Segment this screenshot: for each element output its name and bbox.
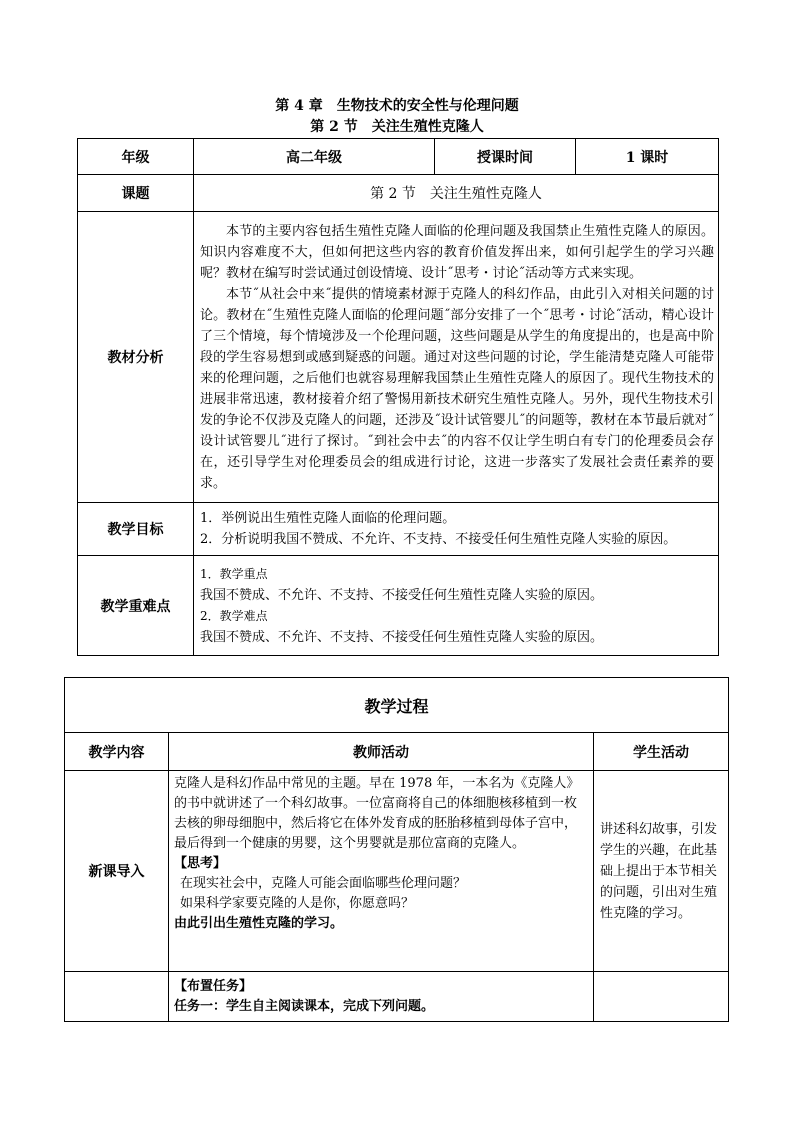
- analysis-paragraph-1: 本节的主要内容包括生殖性克隆人面临的伦理问题及我国禁止生殖性克隆人的原因。知识内容难度不大，但如何把这些内容的教育价值发挥出来，如何引起学生的学习兴趣呢？教材在编写时尝试通过创设情境、设计˝思考・讨论˝活动等方式来实现。: [200, 223, 714, 281]
- goal-item: 2．分析说明我国不赞成、不允许、不支持、不接受任何生殖性克隆人实验的原因。: [200, 532, 677, 547]
- key-points-label: 教学重难点: [78, 556, 194, 656]
- analysis-label: 教材分析: [78, 212, 194, 503]
- task-heading: 【布置任务】: [174, 979, 253, 994]
- goals-row: [78, 503, 719, 556]
- teaching-process-table: [64, 677, 729, 1022]
- intro-story: 克隆人是科幻作品中常见的主题。早在 1978 年，一本名为《克隆人》的书中就讲述了一个科幻故事。一位富商将自己的体细胞核移植到一枚去核的卵母细胞中，然后将它在体外发育成的胚胎移植到母体子宫中，最后得到一个健康的男婴，这个男婴就是那位富商的克隆人。: [174, 776, 580, 851]
- difficult-point-heading: 2．教学难点: [200, 608, 268, 623]
- grade-value: 高二年级: [194, 139, 435, 175]
- think-heading: 【思考】: [174, 856, 227, 871]
- grade-row: [78, 139, 719, 175]
- lesson-info-table: [77, 138, 719, 656]
- section-title: 第 2 节 关注生殖性克隆人: [310, 119, 484, 135]
- analysis-content: [194, 212, 719, 503]
- think-question-2: 如果科学家要克隆的人是你，你愿意吗？: [180, 896, 415, 911]
- analysis-paragraph-2: 本节˝从社会中来˝提供的情境素材源于克隆人的科幻作品，由此引入对相关问题的讨论。教材在˝生殖性克隆人面临的伦理问题˝部分安排了一个˝思考・讨论˝活动，精心设计了三个情境，每个情境涉及一个伦理问题，这些问题是从学生的角度提出的，也是高中阶段的学生容易想到或感到疑惑的问题。通过对这些问题的讨论，学生能清楚克隆人可能带来的伦理问题，之后他们也就容易理解我国禁止生殖性克隆人的原因了。现代生物技术的进展非常迅速，教材接着介绍了警惕用新技术研究生殖性克隆人。另外，现代生物技术引发的争论不仅涉及克隆人的问题，还涉及˝设计试管婴儿˝的问题等，教材在本节最后就对˝设计试管婴儿˝进行了探讨。˝到社会中去˝的内容不仅让学生明白有专门的伦理委员会存在，还引导学生对伦理委员会的组成进行讨论，这进一步落实了发展社会责任素养的要求。: [200, 286, 714, 491]
- topic-value: 第 2 节 关注生殖性克隆人: [194, 175, 719, 212]
- content-column-header: 教学内容: [65, 733, 169, 771]
- intro-conclusion: 由此引出生殖性克隆的学习。: [174, 916, 344, 931]
- key-points-row: [78, 556, 719, 656]
- teacher-intro-activity: [169, 771, 594, 972]
- task-teacher-cell: [169, 972, 594, 1022]
- intro-label: 新课导入: [65, 771, 169, 972]
- class-time-value: 1 课时: [576, 139, 719, 175]
- goals-content: [194, 503, 719, 556]
- task-one: 任务一：学生自主阅读课本，完成下列问题。: [174, 999, 435, 1014]
- key-point-heading: 1．教学重点: [200, 566, 268, 581]
- goals-label: 教学目标: [78, 503, 194, 556]
- difficult-point-text: 我国不赞成、不允许、不支持、不接受任何生殖性克隆人实验的原因。: [200, 629, 604, 645]
- topic-row: [78, 175, 719, 212]
- key-points-content: [194, 556, 719, 656]
- goal-item: 1．举例说出生殖性克隆人面临的伦理问题。: [200, 511, 456, 526]
- grade-label: 年级: [78, 139, 194, 175]
- process-title: 教学过程: [65, 678, 729, 733]
- student-column-header: 学生活动: [594, 733, 729, 771]
- chapter-title: 第 4 章 生物技术的安全性与伦理问题: [275, 98, 519, 114]
- student-intro-activity: [594, 771, 729, 972]
- class-time-label: 授课时间: [435, 139, 576, 175]
- intro-row: [65, 771, 729, 972]
- teacher-column-header: 教师活动: [169, 733, 594, 771]
- analysis-row: [78, 212, 719, 503]
- process-header-row: [65, 733, 729, 771]
- student-intro-text: 讲述科幻故事，引发学生的兴趣，在此基础上提出于本节相关的问题，引出对生殖性克隆的学习。: [600, 821, 718, 921]
- process-title-row: [65, 678, 729, 733]
- task-student-cell: [594, 972, 729, 1022]
- think-question-1: 在现实社会中，克隆人可能会面临哪些伦理问题？: [180, 876, 467, 891]
- topic-label: 课题: [78, 175, 194, 212]
- task-content-cell: [65, 972, 169, 1022]
- task-row: [65, 972, 729, 1022]
- key-point-text: 我国不赞成、不允许、不支持、不接受任何生殖性克隆人实验的原因。: [200, 587, 604, 603]
